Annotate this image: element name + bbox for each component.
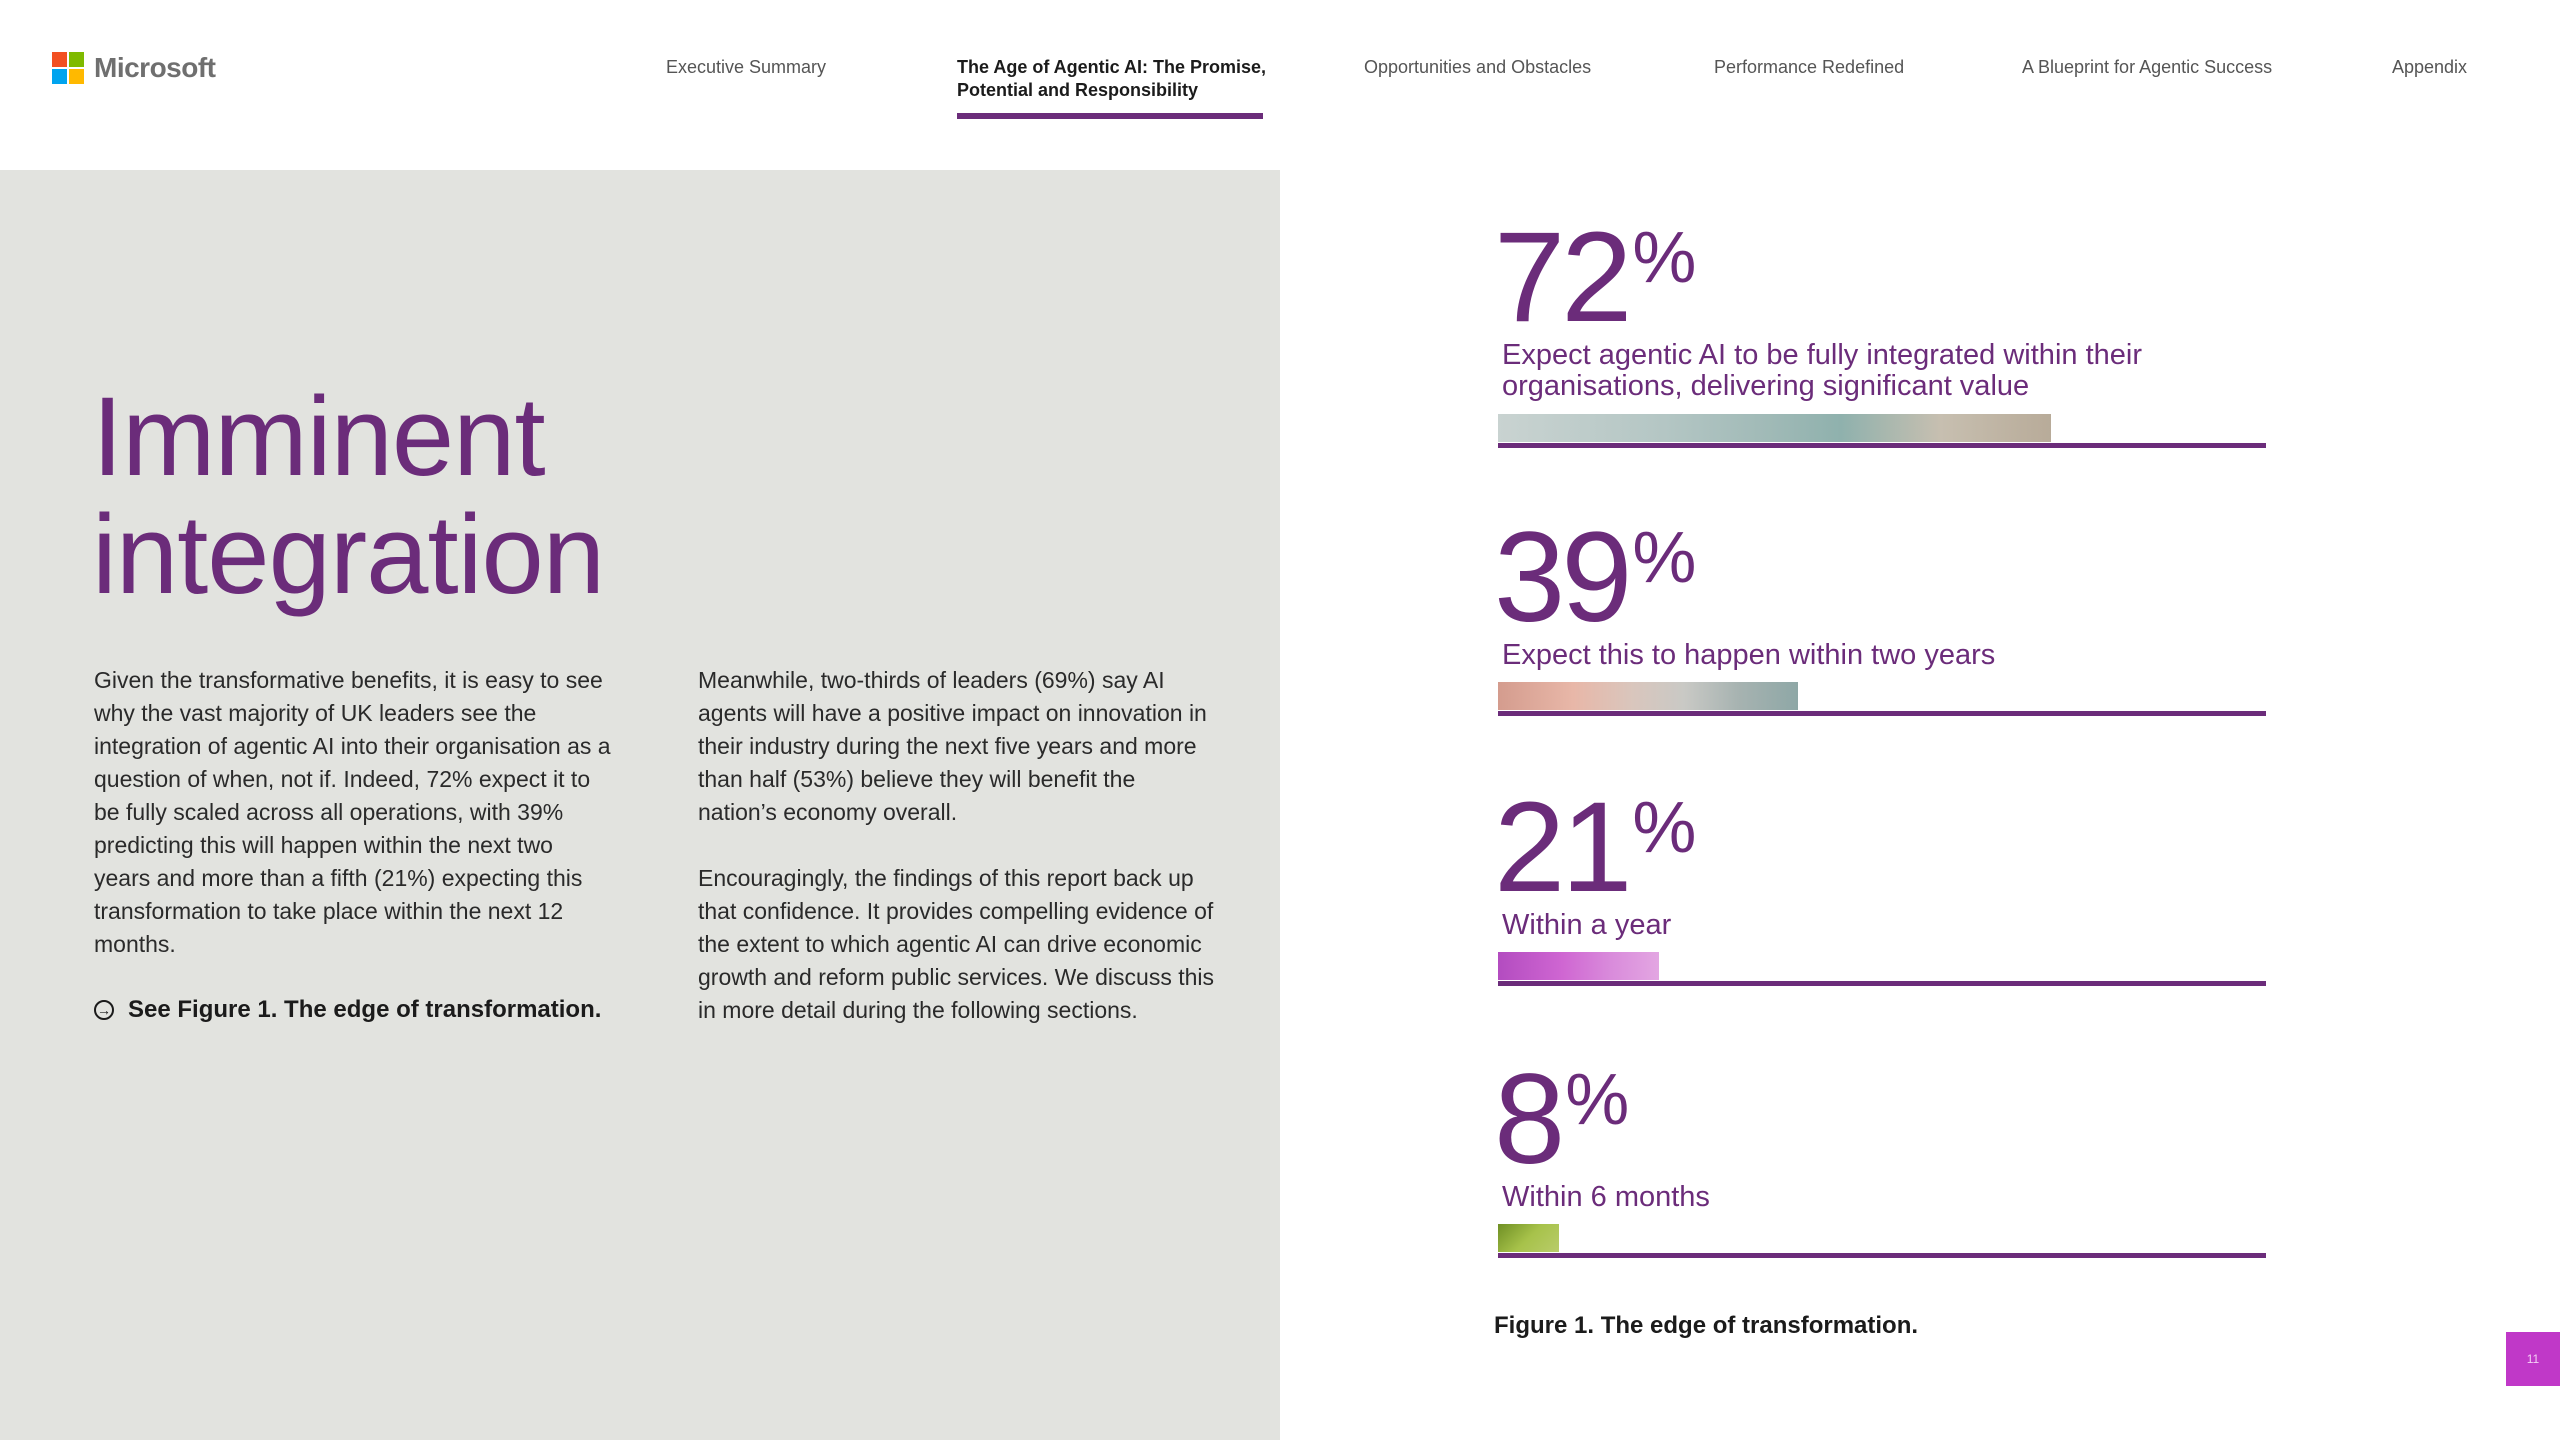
nav-active-label-line1: The Age of Agentic AI: The Promise, [957,57,1267,77]
microsoft-logo[interactable] [52,52,216,84]
stat-bar [1498,952,2266,986]
stat-bar [1498,1224,2266,1258]
microsoft-logo-icon [52,52,84,84]
stat-number [1494,1048,2268,1191]
stat-number [1494,776,2268,919]
nav-active-indicator [957,113,1263,119]
body-paragraph: Given the transformative benefits, it is easy to see why the vast majority of UK leaders see the integration of agentic AI into their organisation as a question of when, not if. Indeed, 72% expect it to be fully scaled across all operations, with 39% predicting this will happen within the next two years and more than a fifth (21%) expecting this transformation to take place within the next 12 months. [94,667,611,957]
nav-performance-redefined[interactable]: Performance Redefined [1714,57,1905,77]
stat-bar [1498,414,2266,448]
stat-label: Within a year [1502,909,1672,941]
nav-blueprint-for-agentic-success[interactable]: A Blueprint for Agentic Success [2022,57,2273,77]
stat-bar-baseline [1498,711,2266,716]
nav-executive-summary[interactable]: Executive Summary [666,57,827,77]
stat-label: Expect this to happen within two years [1502,639,1996,671]
page-number: 11 [2506,1332,2560,1386]
stat-value: 39 [1494,506,1629,649]
stat-value: 21 [1494,776,1629,919]
body-paragraph: Encouragingly, the findings of this report back up that confidence. It provides compelling evidence of the extent to which agentic AI can drive economic growth and reform public services. We discuss this in more detail during the following sections. [698,865,1214,1023]
stat-percent-sign: % [1632,788,1697,868]
page-title [92,374,992,617]
arrow-circle-right-icon: → [94,1000,114,1020]
stat-number [1494,206,2268,349]
stat-label: Within 6 months [1502,1181,1710,1213]
stat-value: 72 [1494,206,1629,349]
page-title-line1: Imminent [92,374,545,499]
stat-percent-sign: % [1565,1060,1630,1140]
nav-opportunities-and-obstacles[interactable]: Opportunities and Obstacles [1364,57,1592,77]
stat-bar-baseline [1498,981,2266,986]
see-figure-link[interactable] [94,996,601,1024]
stat-bar [1498,682,2266,716]
stat-bar-fill [1498,414,2051,442]
stat-block-72 [1494,206,2268,402]
see-figure-label: See Figure 1. The edge of transformation. [128,996,602,1023]
top-navigation [0,0,2560,170]
stat-number [1494,506,2268,649]
page-title-line2: integration [92,492,605,617]
stat-bar-baseline [1498,1253,2266,1258]
body-paragraph: Meanwhile, two-thirds of leaders (69%) say AI agents will have a positive impact on innovation in their industry during the next five years and more than half (53%) believe they will benefit the nation’s economy overall. [698,667,1207,825]
stat-percent-sign: % [1632,518,1697,598]
stat-bar-fill [1498,682,1798,710]
stat-label: Expect agentic AI to be fully integrated within their organisations, delivering significant value [1502,339,2142,402]
stat-bar-fill [1498,1224,1559,1252]
nav-appendix[interactable]: Appendix [2392,57,2468,77]
brand-name: Microsoft [94,52,216,83]
stat-block-21 [1494,776,2268,941]
stat-bar-baseline [1498,443,2266,448]
nav-active-label-line2: Potential and Responsibility [957,80,1199,100]
body-column-2 [698,664,1218,1060]
stat-value: 8 [1494,1048,1562,1191]
stat-percent-sign: % [1632,218,1697,298]
body-column-1 [94,664,614,994]
stat-bar-fill [1498,952,1659,980]
nav-age-of-agentic-ai[interactable] [957,56,1266,102]
figure-caption: Figure 1. The edge of transformation. [1494,1312,1919,1339]
stat-block-8 [1494,1048,2268,1213]
stat-block-39 [1494,506,2268,671]
